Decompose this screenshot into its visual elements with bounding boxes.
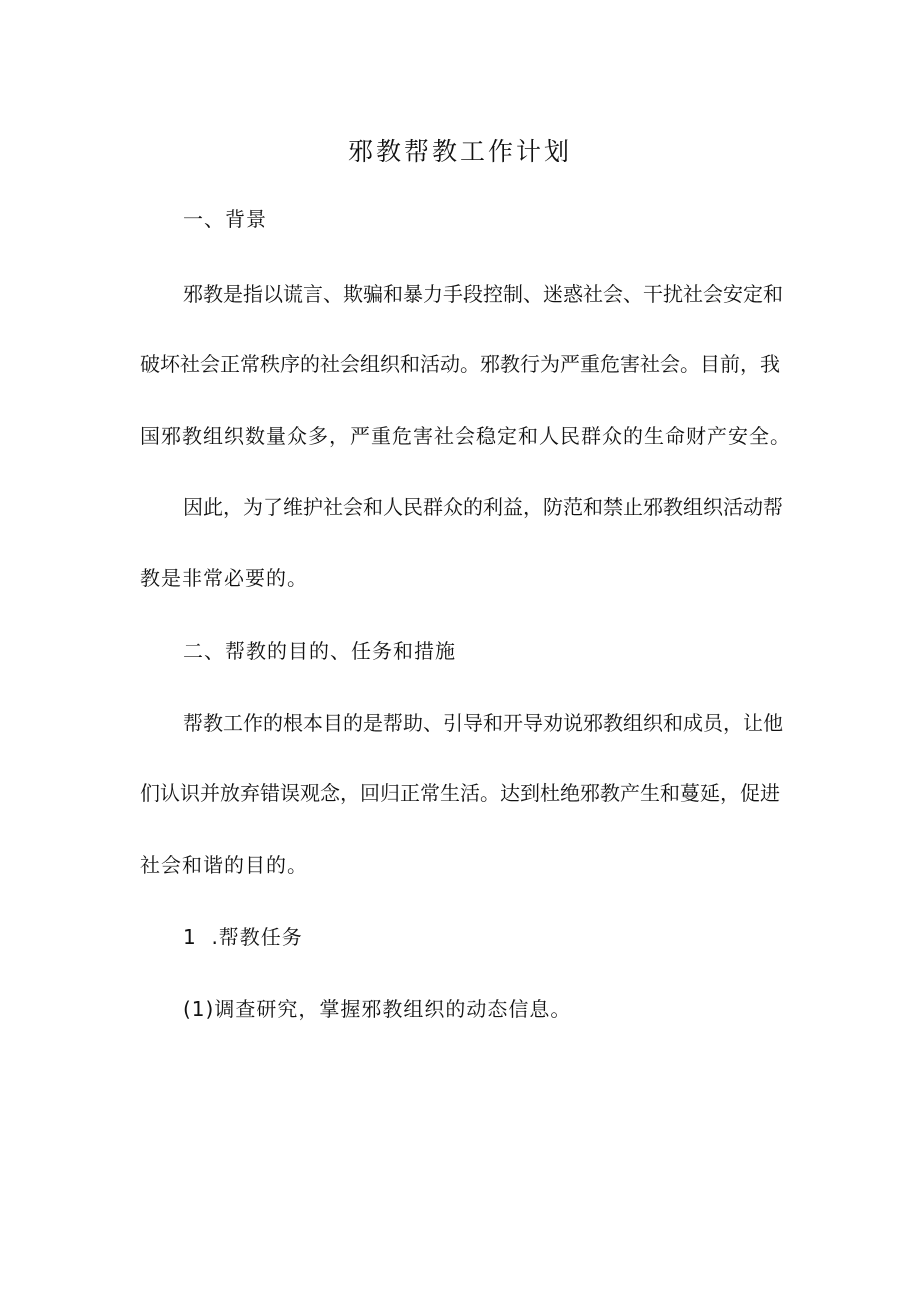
paragraph-line: 教是非常必要的。 xyxy=(140,566,308,590)
paragraph-line: 们认识并放弃错误观念，回归正常生活。达到杜绝邪教产生和蔓延，促进 xyxy=(140,781,780,805)
subheading-tasks: 1 .帮教任务 xyxy=(183,925,303,949)
list-item: (1)调查研究，掌握邪教组织的动态信息。 xyxy=(183,997,572,1021)
section-heading-background: 一、背景 xyxy=(183,207,267,231)
paragraph-line: 帮教工作的根本目的是帮助、引导和开导劝说邪教组织和成员，让他 xyxy=(183,711,783,735)
section-heading-purpose: 二、帮教的目的、任务和措施 xyxy=(183,639,456,663)
paragraph-line: 因此，为了维护社会和人民群众的利益，防范和禁止邪教组织活动帮 xyxy=(183,495,783,519)
document-title: 邪教帮教工作计划 xyxy=(347,137,572,166)
paragraph-line: 国邪教组织数量众多，严重危害社会稳定和人民群众的生命财产安全。 xyxy=(140,424,791,448)
paragraph-line: 破坏社会正常秩序的社会组织和活动。邪教行为严重危害社会。目前，我 xyxy=(140,352,780,376)
paragraph-line: 邪教是指以谎言、欺骗和暴力手段控制、迷惑社会、干扰社会安定和 xyxy=(183,282,783,306)
paragraph-line: 社会和谐的目的。 xyxy=(140,853,308,877)
